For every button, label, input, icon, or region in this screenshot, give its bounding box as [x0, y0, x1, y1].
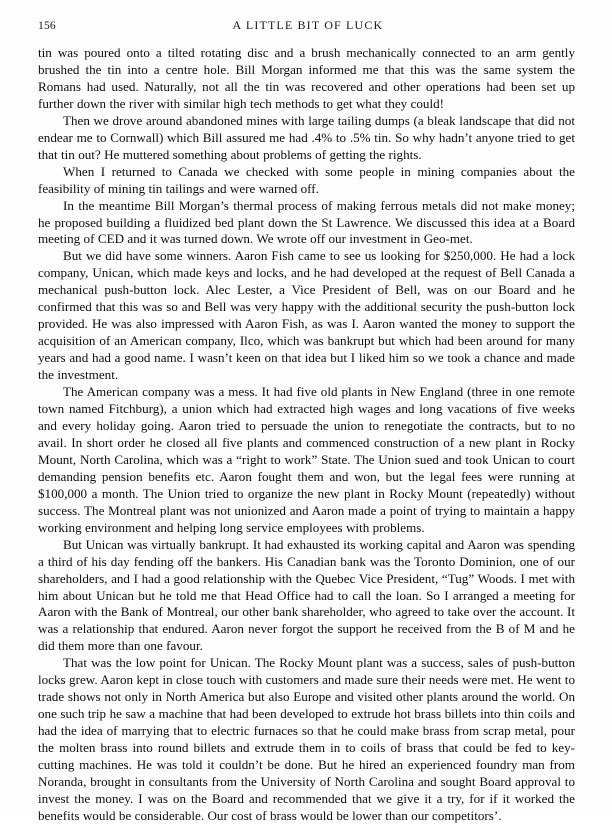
page-number: 156	[38, 20, 56, 32]
running-head	[38, 18, 578, 36]
paragraph: But Unican was virtually bankrupt. It had exhausted its working capital and Aaron was spending a third of his day fending off the bankers. His Canadian bank was the Toronto Dominion, one of our shareholders, and I had a good relationship with the Quebec Vice President, “Tug” Woods. I met with him about Unican but he told me that Head Office had to call the loan. So I arranged a meeting for Aaron with the Bank of Montreal, our other bank shareholder, who agreed to take over the account. It was a relationship that endured. Aaron never forgot the support he received from the B of M and he did them more than one favour.	[38, 536, 575, 654]
body-text	[38, 45, 575, 825]
paragraph: When I returned to Canada we checked with some people in mining companies about the feasibility of mining tin tailings and were warned off.	[38, 163, 575, 196]
paragraph: In the meantime Bill Morgan’s thermal process of making ferrous metals did not make money; he proposed building a fluidized bed plant down the St Lawrence. We discussed this idea at a Board meeting of CED and it was turned down. We wrote off our investment in Geo-met.	[38, 197, 575, 247]
paragraph: That was the low point for Unican. The Rocky Mount plant was a success, sales of push-button locks grew. Aaron kept in close touch with customers and made sure their needs were met. He went to trade shows not only in North America but also Europe and visited other plants around the world. On one such trip he saw a machine that had been developed to extrude hot brass billets into thin coils and had the idea of marrying that to electric furnaces so that he could make brass from scrap metal, pour the molten brass into round billets and extrude them in to coils of brass that could be fed to key-cutting machines. He was told it couldn’t be done. But he hired an experienced foundry man from Noranda, brought in consultants from the University of North Carolina and sought Board approval to invest the money. I was on the Board and recommended that we give it a try, for if it worked the benefits would be considerable. Our cost of brass would be lower than our competitors’.	[38, 655, 575, 823]
book-title: A LITTLE BIT OF LUCK	[232, 18, 384, 32]
paragraph: tin was poured onto a tilted rotating disc and a brush mechanically connected to an arm gently brushed the tin into a centre hole. Bill Morgan informed me that this was the same system the Romans had used. Naturally, not all the tin was recovered and other operations had been set up further down the river with similar high tech methods to get what they could!	[38, 45, 575, 111]
paragraph: Then we drove around abandoned mines with large tailing dumps (a bleak landscape that did not endear me to Cornwall) which Bill assured me had .4% to .5% tin. So why hadn’t anyone tried to get that tin out? He muttered something about problems of getting the rights.	[38, 112, 575, 162]
paragraph: The American company was a mess. It had five old plants in New England (three in one remote town named Fitchburg), a union which had extracted high wages and long vacations of five weeks and every holiday going. Aaron tried to persuade the union to renegotiate the contracts, but to no avail. In short order he closed all five plants and commenced construction of a new plant in Rocky Mount, North Carolina, which was a “right to work” State. The Union sued and took Unican to court demanding pension benefits etc. Aaron fought them and won, but the legal fees were running at $100,000 a month. The Union tried to organize the new plant in Rocky Mount (repeatedly) without success. The Montreal plant was not unionized and Aaron made a point of trying to maintain a happy working environment and helping long service employees with problems.	[38, 384, 575, 535]
paragraph: But we did have some winners. Aaron Fish came to see us looking for $250,000. He had a lock company, Unican, which made keys and locks, and he had developed at the request of Bell Canada a mechanical push-button lock. Alec Lester, a Vice President of Bell, was on our Board and he confirmed that this was so and Bell was very happy with the additional security the push-button lock provided. He was also impressed with Aaron Fish, as was I. Aaron wanted the money to support the acquisition of an American company, Ilco, which was bankrupt but which had been around for many years and had a good name. I wasn’t keen on that idea but I liked him so we took a chance and made the investment.	[38, 248, 575, 383]
